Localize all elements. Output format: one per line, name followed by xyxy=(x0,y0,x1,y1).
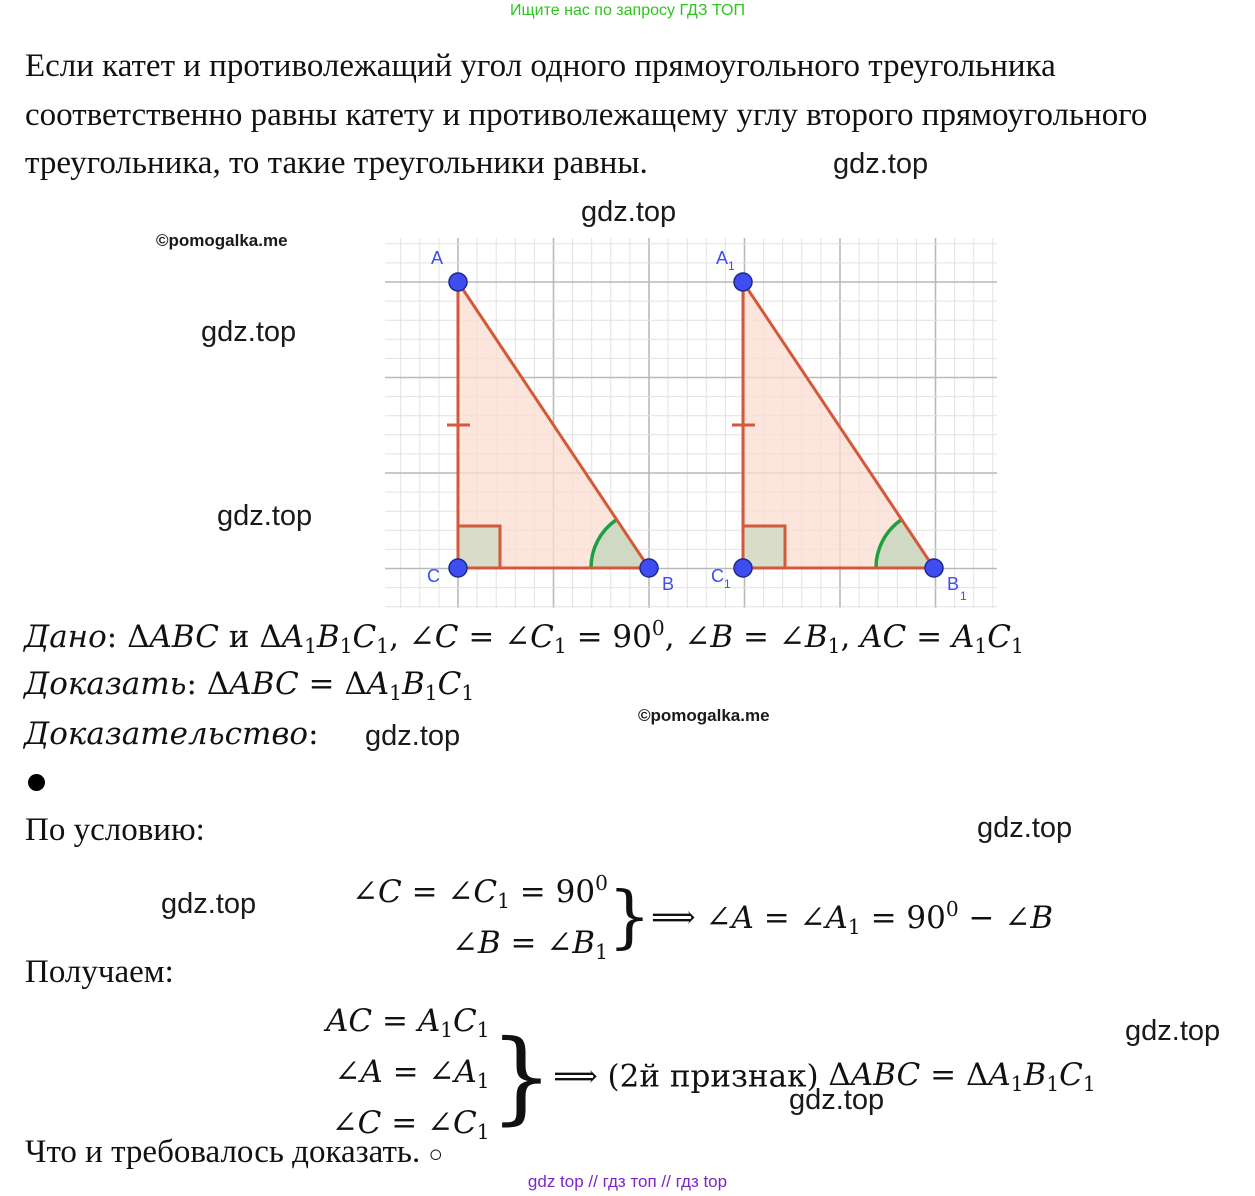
watermark: gdz.top xyxy=(833,148,929,180)
we-get-label: Получаем: xyxy=(25,954,174,990)
point-a xyxy=(449,273,467,291)
theorem-text: Если катет и противолежащий угол одного прямоугольного треугольника соответственно равны катету и противолежащему углу второго прямоугольного треугольника, то такие треугольники равны. xyxy=(25,48,1148,181)
top-banner[interactable]: Ищите нас по запросу ГДЗ ТОП xyxy=(510,2,745,19)
conclusion-line xyxy=(25,1134,443,1171)
label-b: B xyxy=(662,574,675,594)
by-condition-label: По условию: xyxy=(25,812,205,848)
label-a1: A xyxy=(716,248,729,268)
label-c1: C xyxy=(711,566,724,586)
prove-label: Доказать xyxy=(24,666,187,702)
end-mark: ○ xyxy=(428,1142,443,1168)
watermark: gdz.top xyxy=(789,1084,885,1116)
label-b1-sub: 1 xyxy=(960,589,967,603)
point-c xyxy=(449,559,467,577)
watermark: gdz.top xyxy=(365,720,461,752)
point-b1 xyxy=(925,559,943,577)
triangles-figure xyxy=(385,238,1000,610)
label-b1: B xyxy=(947,574,960,594)
point-c1 xyxy=(734,559,752,577)
copyright-mark: ©pomogalka.me xyxy=(156,231,288,250)
given-line: Дано: ΔABC и $\Delta A_1B_1C_1$, ∠C = $\angle C_1 = 90^0$, ∠B = $\angle B_1$, AC = $A_1C_1$ xyxy=(24,616,1024,659)
watermark: gdz.top xyxy=(217,500,313,532)
conclusion-system: AC = $A_1C_1$ ∠A = $\angle A_1$ ∠C = $\angle C_1\}⟹$ (2й признак) $\Delta ABC = \Delta A_1B_1C_1$ xyxy=(326,1003,1096,1145)
label-a: A xyxy=(431,248,444,268)
watermark: gdz.top xyxy=(977,812,1073,844)
footer-links[interactable]: gdz top // гдз топ // гдз top xyxy=(527,1172,728,1191)
watermark: gdz.top xyxy=(161,888,257,920)
point-b xyxy=(640,559,658,577)
triangle-abc xyxy=(427,248,674,594)
criterion-text: (2й признак) xyxy=(607,1058,819,1095)
condition-system: ∠C = $\angle C_1 = 90^0$ ∠B = $\angle B_1\}⟹$ ∠A = $\angle A_1 = 90^0$ − ∠B xyxy=(352,871,1054,965)
proof-label: Доказательство xyxy=(24,716,309,752)
given-label: Дано xyxy=(24,619,107,656)
watermark: gdz.top xyxy=(201,316,297,348)
label-c: C xyxy=(427,566,440,586)
bullet-point xyxy=(28,774,45,791)
watermark: gdz.top xyxy=(1125,1015,1221,1047)
watermark: gdz.top xyxy=(581,196,677,228)
point-a1 xyxy=(734,273,752,291)
prove-line: Доказать: $\Delta ABC = \Delta A_1B_1C_1$ xyxy=(24,666,475,706)
copyright-mark: ©pomogalka.me xyxy=(638,706,770,725)
conclusion-text: Что и требовалось доказать. xyxy=(25,1134,421,1170)
label-c1-sub: 1 xyxy=(724,577,731,591)
label-a1-sub: 1 xyxy=(728,259,735,273)
proof-line: Доказательство: xyxy=(24,716,319,752)
